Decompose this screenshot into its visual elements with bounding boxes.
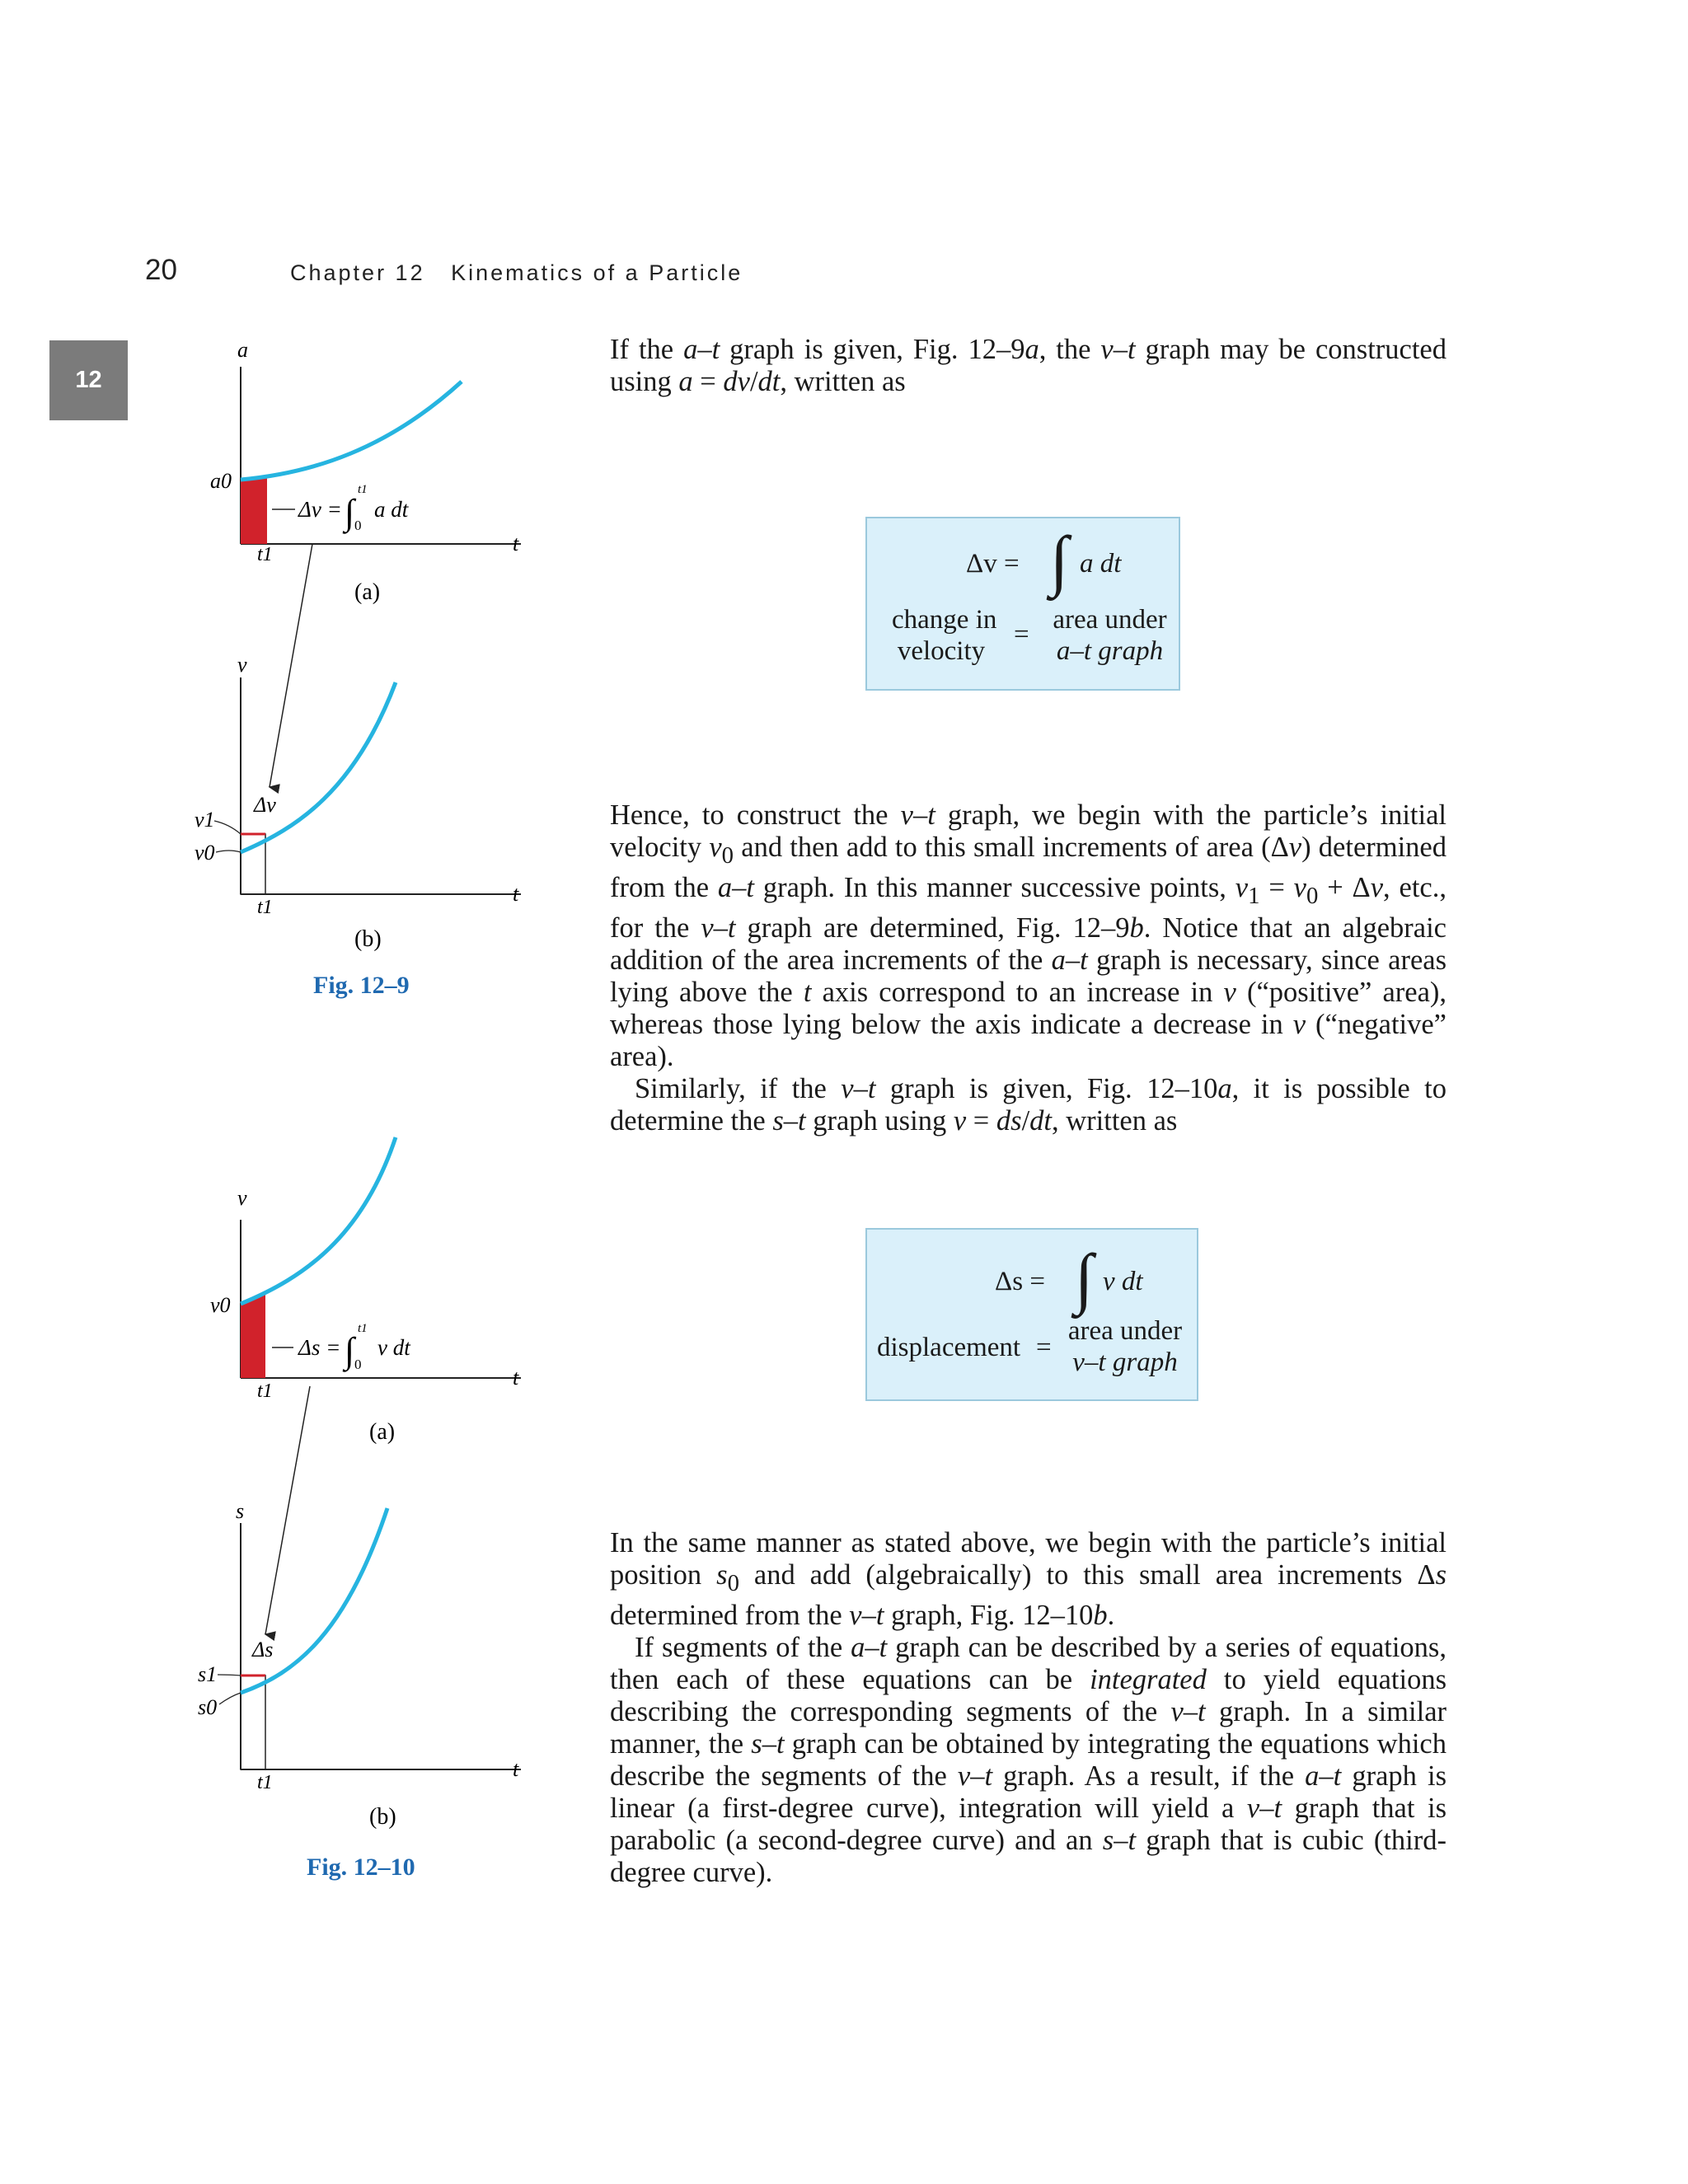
integral-sign: ∫ bbox=[1050, 523, 1069, 598]
label-v1: v1 bbox=[195, 808, 215, 832]
label-b: (b) bbox=[369, 1804, 396, 1830]
label-a: (a) bbox=[354, 579, 381, 605]
area-eq-lhs: Δs = bbox=[298, 1335, 341, 1360]
figure-caption-12-10: Fig. 12–10 bbox=[307, 1854, 415, 1881]
shaded-area bbox=[241, 478, 267, 544]
label-t1: t1 bbox=[257, 897, 273, 918]
label-v0: v0 bbox=[195, 841, 215, 865]
leader-v0 bbox=[216, 851, 241, 852]
lower-limit: 0 bbox=[354, 1357, 362, 1372]
label-delta-s: Δs bbox=[252, 1638, 274, 1661]
axis-label-t: t bbox=[513, 882, 519, 906]
eq-lhs: Δv = bbox=[966, 549, 1020, 579]
axis-label-v: v bbox=[237, 653, 247, 677]
eq-right-line-1: area under bbox=[1067, 1316, 1183, 1346]
label-b: (b) bbox=[354, 926, 382, 952]
eq-rhs: a dt bbox=[1080, 549, 1122, 579]
leader-v1 bbox=[214, 821, 241, 834]
upper-limit: t1 bbox=[358, 483, 368, 496]
paragraph-construct: Hence, to construct the v–t graph, we begin with the particle’s initial velocity $v_0$ and then add to this small increments of area (Δv) determined from the a–t graph. In this manner successive points, $v_1 = v_0 + \Delta v$, etc., for the v–t graph are determined, Fig. 12–9b. Notice that an algebraic addition of the area increments of the a–t graph is necessary, since areas lying above the t axis correspond to an increase in v (“positive” area), whereas those lying below the axis indicate a decrease in v (“negative” area). Similarly, if the v–t graph is given, Fig. 12–10a, it is possible to determine the s–t graph using v = ds/dt, written as bbox=[610, 799, 1447, 1137]
label-delta-v: Δv bbox=[254, 793, 276, 817]
label-t1: t1 bbox=[257, 1772, 273, 1793]
transfer-arrow bbox=[265, 1386, 310, 1634]
page-number: 20 bbox=[145, 254, 177, 286]
area-eq-lhs: Δv = bbox=[298, 497, 342, 522]
axis-label-t: t bbox=[513, 1757, 519, 1781]
fig-12-9b bbox=[195, 653, 521, 999]
integral-sign: ∫ bbox=[345, 1330, 355, 1371]
axis-label-v: v bbox=[237, 1186, 247, 1210]
leader-s0 bbox=[219, 1693, 241, 1704]
transfer-arrow bbox=[270, 544, 312, 787]
fig-12-9a bbox=[210, 338, 521, 787]
label-a: (a) bbox=[369, 1419, 396, 1445]
axis-label-t: t bbox=[513, 532, 519, 555]
paragraph-intro: If the a–t graph is given, Fig. 12–9a, the v–t graph may be constructed using a = dv/dt, written as bbox=[610, 334, 1447, 397]
paragraph-same-manner: In the same manner as stated above, we begin with the particle’s initial position $s_0$ and add (algebraically) to this small area increments Δs determined from the v–t graph, Fig. 12–10b. If segments of the a–t graph can be described by a series of equations, then each of these equations can be integrated to yield equations describing the corresponding segments of the v–t graph. In a similar manner, the s–t graph can be obtained by integrating the equations which describe the segments of the v–t graph. As a result, if the a–t graph is linear (a first-degree curve), integration will yield a v–t graph that is parabolic (a second-degree curve) and an s–t graph that is cubic (third-degree curve). bbox=[610, 1527, 1447, 1888]
integral-sign: ∫ bbox=[1075, 1240, 1094, 1315]
v-t-curve bbox=[241, 1137, 396, 1304]
eq-left-line-1: change in bbox=[892, 605, 997, 635]
label-t1: t1 bbox=[257, 1380, 273, 1402]
integrand: v dt bbox=[377, 1335, 410, 1360]
axis-label-s: s bbox=[236, 1499, 245, 1523]
lower-limit: 0 bbox=[354, 518, 362, 533]
chapter-tab: 12 bbox=[49, 340, 128, 420]
eq-left: displacement bbox=[877, 1333, 1021, 1362]
label-v0: v0 bbox=[210, 1293, 231, 1317]
chapter-title: Kinematics of a Particle bbox=[451, 260, 743, 285]
s-t-curve bbox=[241, 1508, 387, 1693]
chapter-label: Chapter 12 bbox=[290, 260, 425, 285]
eq-left-line-2: velocity bbox=[897, 636, 986, 666]
label-s0: s0 bbox=[198, 1695, 218, 1719]
eq-lhs: Δs = bbox=[995, 1267, 1045, 1296]
eq-rhs: v dt bbox=[1103, 1267, 1143, 1296]
v-t-curve bbox=[241, 682, 396, 852]
fig-12-10b bbox=[198, 1499, 521, 1881]
label-a0: a0 bbox=[210, 469, 232, 493]
axis-label-t: t bbox=[513, 1366, 519, 1390]
eq-right-line-2: v–t graph bbox=[1072, 1347, 1178, 1377]
a-t-curve bbox=[241, 382, 462, 480]
integrand: a dt bbox=[374, 497, 409, 522]
figure-caption-12-9: Fig. 12–9 bbox=[313, 972, 410, 999]
upper-limit: t1 bbox=[358, 1322, 368, 1335]
eq-equals: = bbox=[1014, 620, 1029, 649]
eq-right-line-1: area under bbox=[1053, 605, 1167, 635]
eq-right-line-2: a–t graph bbox=[1056, 636, 1164, 666]
label-t1: t1 bbox=[257, 544, 273, 565]
eq-equals: = bbox=[1036, 1333, 1052, 1362]
axis-label-a: a bbox=[237, 338, 248, 362]
integral-sign: ∫ bbox=[345, 492, 355, 532]
label-s1: s1 bbox=[198, 1662, 218, 1686]
